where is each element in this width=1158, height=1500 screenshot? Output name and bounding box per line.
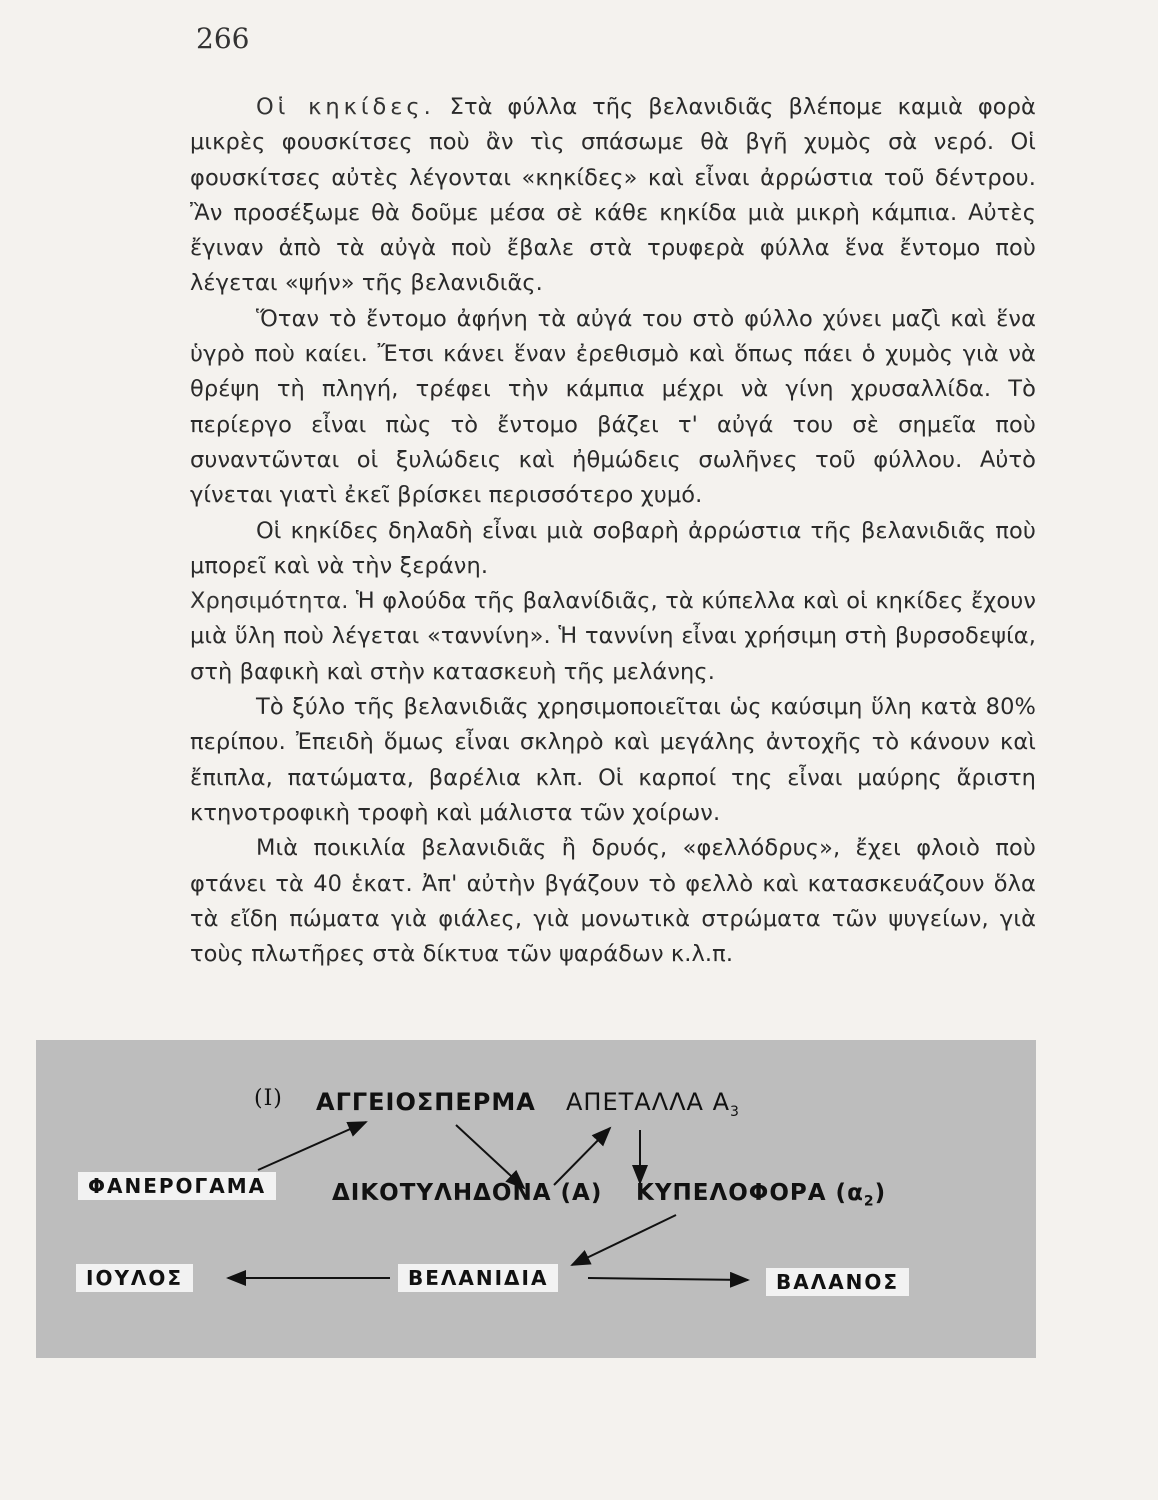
label-apetala-subscript: 3 [730,1103,740,1120]
section-heading-kikides: Οἱ κηκίδες. [256,94,435,120]
label-velanidia: ΒΕΛΑΝΙΔΙΑ [398,1264,558,1292]
label-ioulos: ΙΟΥΛΟΣ [76,1264,193,1292]
paragraph-text: Ἡ φλούδα τῆς βαλανίδιᾶς, τὰ κύπελλα καὶ οἱ κηκίδες ἔχουν μιὰ ὕλη ποὺ λέγεται «ταννίνη». Ἡ ταννίνη εἶναι χρήσιμη στὴ βυρσοδεψία, στὴ βαφικὴ καὶ στὴν κατασκευὴ τῆς μελάνης. [190,588,1036,685]
arrow-faneroga-to-angiosperma [258,1122,366,1170]
label-angiosperma: ΑΓΓΕΙΟΣΠΕΡΜΑ [316,1088,536,1116]
label-kypelo-text: ΚΥΠΕΛΟΦΟΡΑ (α [636,1180,864,1206]
label-apetala-text: ΑΠΕΤΑΛΛΑ Α [566,1088,731,1116]
paragraph-kikides [190,90,1036,302]
page-number: 266 [196,22,250,55]
arrow-angiosperma-to-dikotyl [456,1125,524,1188]
paragraph: Ὅταν τὸ ἔντομο ἀφήνη τὰ αὐγά του στὸ φύλλο χύνει μαζὶ καὶ ἕνα ὑγρὸ ποὺ καίει. Ἔτσι κάνει ἕναν ἐρεθισμὸ καὶ ὅπως πάει ὁ χυμὸς γιὰ νὰ θρέψη τὴ πληγή, τρέφει τὴν κάμπια μέχρι νὰ γίνη χρυσαλλίδα. Τὸ περίεργο εἶναι πὼς τὸ ἔντομο βάζει τ' αὐγά του σὲ σημεῖα ποὺ συναντῶνται οἱ ξυλώδεις καὶ ἠθμώδεις σωλῆνες τοῦ φύλλου. Αὐτὸ γίνεται γιατὶ ἐκεῖ βρίσκει περισσότερο χυμό. [190,305,1036,509]
classification-diagram [36,1040,1036,1358]
paragraph: Τὸ ξύλο τῆς βελανιδιᾶς χρησιμοποιεῖται ὡς καύσιμη ὕλη κατὰ 80% περίπου. Ἐπειδὴ ὅμως εἶναι σκληρὸ καὶ μεγάλης ἀντοχῆς τὸ κάνουν καὶ ἔπιπλα, πατώματα, βαρέλια κλπ. Οἱ καρποί της εἶναι μαύρης ἄριστη κτηνοτροφικὴ τροφὴ καὶ μάλιστα τῶν χοίρων. [190,694,1036,826]
paragraph: Μιὰ ποικιλία βελανιδιᾶς ἢ δρυός, «φελλόδρυς», ἔχει φλοιὸ ποὺ φτάνει τὰ 40 ἑκατ. Ἀπ' αὐτὴν βγάζουν τὸ φελλὸ καὶ κατασκευάζουν ὅλα τὰ εἴδη πώματα γιὰ φιάλες, γιὰ μονωτικὰ στρώματα τῶν ψυγείων, γιὰ τοὺς πλωτῆρες στὰ δίκτυα τῶν ψαράδων κ.λ.π. [190,835,1036,968]
arrow-dikotyl-to-apetala [554,1128,610,1185]
section-heading-chrisimotita: Χρησιμότητα. [190,588,349,615]
label-faneroga: ΦΑΝΕΡΟΓΑΜΑ [78,1172,276,1200]
diagram-marker: (I) [254,1086,283,1111]
arrow-kypelo-to-velanidia [572,1215,676,1265]
paragraph-chrisimotita [190,584,1036,690]
label-kypelo [636,1180,886,1210]
label-valanos: ΒΑΛΑΝΟΣ [766,1268,909,1296]
label-kypelo-subscript: 2 [863,1193,875,1210]
paragraph-text: Στὰ φύλλα τῆς βελανιδιᾶς βλέπομε καμιὰ φορὰ μικρὲς φουσκίτσες ποὺ ἂν τὶς σπάσωμε θὰ βγῆ χυμὸς σὰ νερό. Οἱ φουσκίτσες αὐτὲς λέγονται «κηκίδες» καὶ εἶναι ἀρρώστια τοῦ δέντρου. Ἂν προσέξωμε θὰ δοῦμε μέσα σὲ κάθε κηκίδα μιὰ μικρὴ κάμπια. Αὐτὲς ἔγιναν ἀπὸ τὰ αὐγὰ ποὺ ἔβαλε στὰ τρυφερὰ φύλλα ἕνα ἔντομο ποὺ λέγεται «ψήν» τῆς βελανιδιᾶς. [190,94,1036,297]
body-text [190,90,1036,972]
label-apetala [566,1088,740,1120]
paragraph: Οἱ κηκίδες δηλαδὴ εἶναι μιὰ σοβαρὴ ἀρρώστια τῆς βελανιδιᾶς ποὺ μπορεῖ καὶ νὰ τὴν ξεράνη. [190,517,1036,579]
label-dikotyl: ΔΙΚΟΤΥΛΗΔΟΝΑ (Α) [332,1180,603,1206]
arrow-velanidia-to-valanos [588,1278,748,1280]
label-kypelo-close: ) [874,1180,887,1206]
